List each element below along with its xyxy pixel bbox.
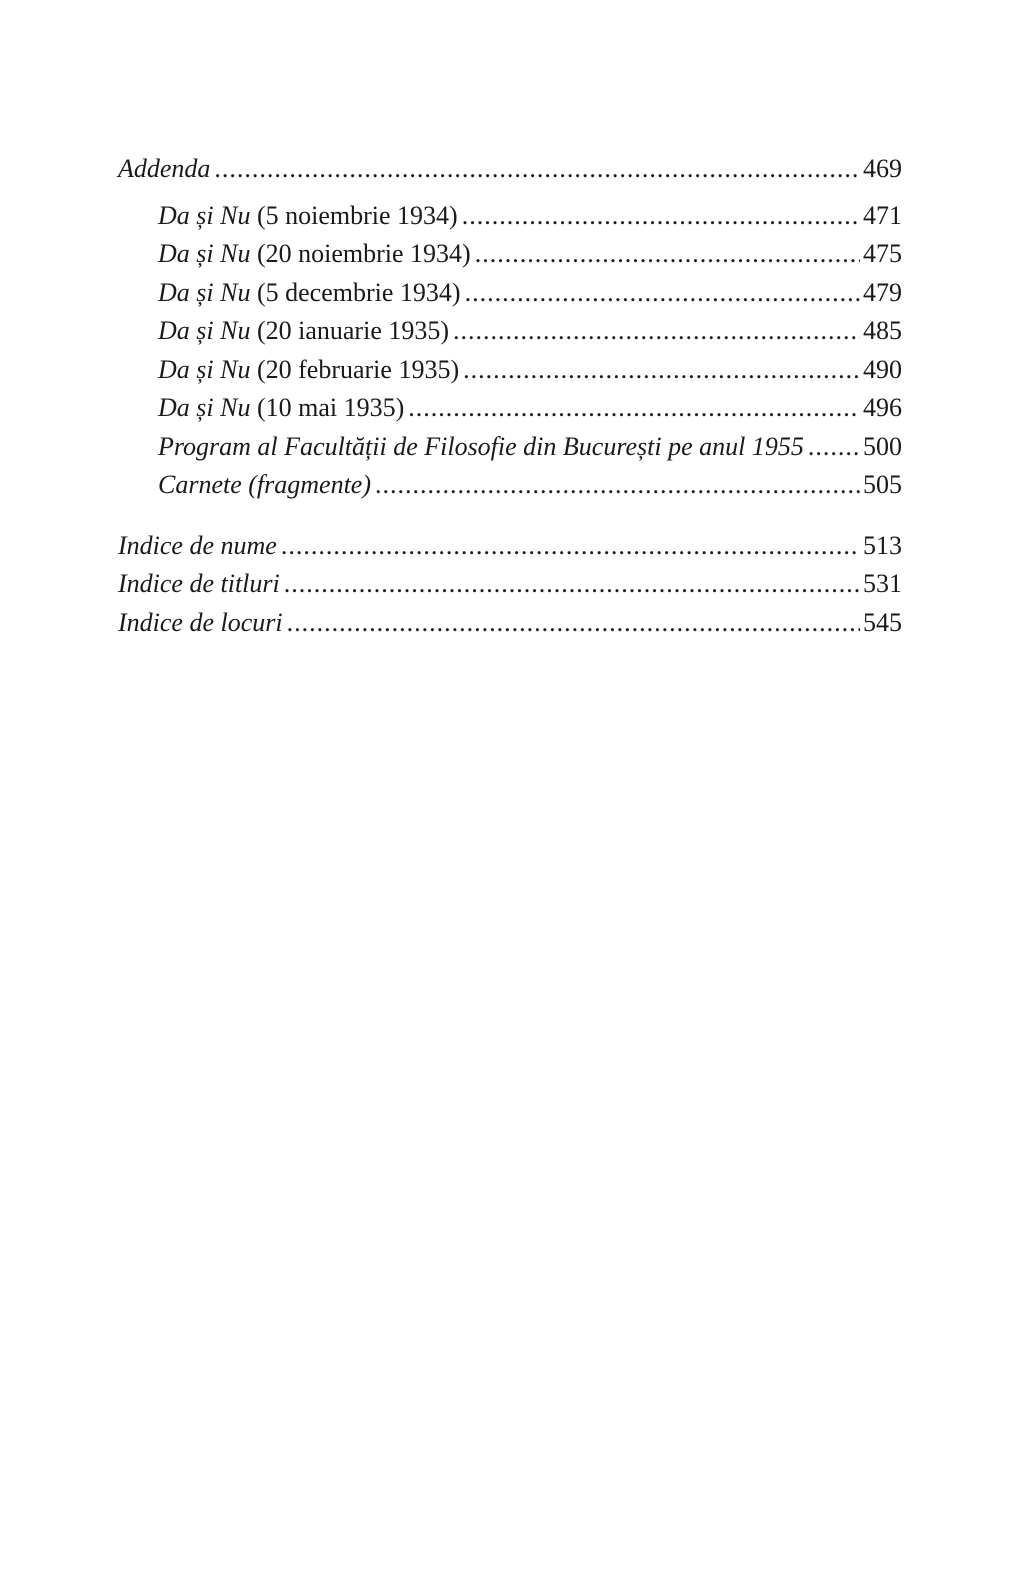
page-number: 545 [863, 607, 902, 637]
dot-leader [281, 527, 860, 566]
toc-subentry [118, 312, 902, 351]
toc-entry-index [118, 527, 902, 566]
entry-title-rest: (10 mai 1935) [250, 393, 405, 422]
dot-leader [214, 150, 860, 189]
dot-leader [475, 235, 860, 274]
entry-title-italic: Da și Nu [158, 316, 251, 345]
page-number: 469 [863, 154, 902, 183]
entry-title-rest: (5 noiembrie 1934) [250, 200, 458, 230]
entry-title: Indice de nume [118, 530, 277, 560]
dot-leader [453, 312, 860, 351]
toc-entry-index [118, 565, 902, 604]
toc-subentry [118, 274, 902, 313]
page-number: 531 [863, 569, 902, 598]
page-number: 500 [863, 431, 902, 461]
entry-title-italic: Da și Nu [158, 200, 251, 230]
entry-title-italic: Da și Nu [158, 239, 251, 268]
toc-subentry [118, 389, 902, 428]
dot-leader [408, 389, 860, 428]
toc-subentry [118, 197, 902, 236]
entry-title: Addenda [118, 154, 211, 183]
page-number: 490 [863, 354, 902, 384]
toc-subentry [118, 466, 902, 505]
toc-entry-index [118, 604, 902, 643]
dot-leader [284, 565, 860, 604]
entry-title-italic: Da și Nu [158, 393, 251, 422]
dot-leader [287, 604, 860, 643]
toc-subentry [118, 235, 902, 274]
dot-leader [465, 274, 860, 313]
table-of-contents [118, 150, 902, 642]
entry-title-italic: Da și Nu [158, 277, 251, 307]
page-number: 513 [863, 530, 902, 560]
dot-leader [463, 351, 860, 390]
toc-entry-addenda [118, 150, 902, 189]
page-number: 505 [863, 470, 902, 499]
entry-title-rest: (20 noiembrie 1934) [250, 239, 471, 268]
page-number: 475 [863, 239, 902, 268]
entry-title: Indice de locuri [118, 607, 283, 637]
toc-subentry [118, 351, 902, 390]
entry-title-italic: Program al Facultății de Filosofie din București pe anul 1955 [158, 431, 804, 461]
toc-subentry [118, 428, 902, 467]
page-number: 496 [863, 393, 902, 422]
entry-title-italic: Carnete (fragmente) [158, 470, 372, 499]
dot-leader [462, 197, 860, 236]
entry-title-italic: Da și Nu [158, 354, 251, 384]
entry-title-rest: (20 ianuarie 1935) [250, 316, 450, 345]
entry-title: Indice de titluri [118, 569, 280, 598]
entry-title-rest: (20 februarie 1935) [250, 354, 460, 384]
page-number: 479 [863, 277, 902, 307]
entry-title-rest: (5 decembrie 1934) [250, 277, 461, 307]
page-number: 471 [863, 200, 902, 230]
dot-leader [375, 466, 860, 505]
dot-leader [808, 428, 860, 467]
page-number: 485 [863, 316, 902, 345]
